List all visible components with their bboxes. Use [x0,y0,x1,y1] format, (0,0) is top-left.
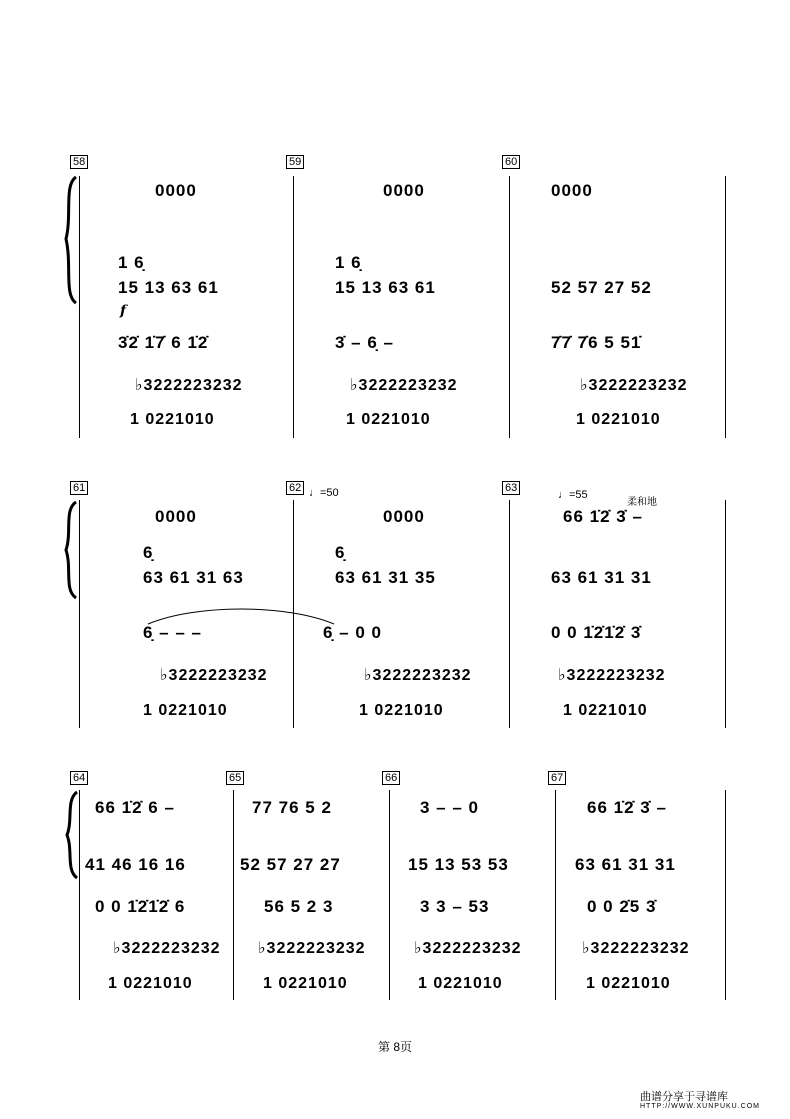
staff-4: ♭3222223232 [414,940,522,957]
staff-3: 0 0 2̇5 3̇ [587,897,657,916]
staff-1: 0000 [155,507,197,526]
staff-2: 41 46 16 16 [85,855,186,874]
staff-2: 52 57 27 52 [551,278,652,297]
staff-3: 6̣ – 0 0 [323,623,382,642]
barline [293,176,294,438]
measure-number: 66 [382,771,400,785]
barline [233,790,234,1000]
brace-icon [62,790,80,880]
staff-5: 1 0221010 [586,975,671,992]
staff-1: 77 76 5 2 [252,798,332,817]
staff-5: 1 0221010 [576,411,661,428]
staff-1: 3 – – 0 [420,798,479,817]
staff-4: ♭3222223232 [160,667,268,684]
measure-number: 65 [226,771,244,785]
staff-2-upper: 1 6̣ [118,253,145,272]
page-number: 第 8页 [377,1040,412,1054]
staff-2: 63 61 31 31 [575,855,676,874]
barline [725,500,726,728]
measure-number: 60 [502,155,520,169]
staff-3: 56 5 2 3 [264,897,334,916]
staff-4: ♭3222223232 [582,940,690,957]
expression-marking: 柔和地 [627,497,657,508]
barline [555,790,556,1000]
staff-1: 66 1̇2̇ 3̇ – [563,507,643,526]
system-start-bar [79,500,80,728]
staff-1: 0000 [383,507,425,526]
staff-5: 1 0221010 [143,702,228,719]
staff-2: 15 13 63 61 [118,278,219,297]
staff-1: 0000 [155,181,197,200]
staff-4: ♭3222223232 [135,377,243,394]
brace-icon [60,175,80,305]
staff-2-upper: 6̣ [335,543,346,562]
system-start-bar [79,790,80,1000]
staff-5: 1 0221010 [263,975,348,992]
measure-number: 59 [286,155,304,169]
staff-3: 0 0 1̇2̇1̇2̇ 3̇ [551,623,642,642]
staff-4: ♭3222223232 [113,940,221,957]
staff-4: ♭3222223232 [364,667,472,684]
staff-2: 52 57 27 27 [240,855,341,874]
measure-number: 61 [70,481,88,495]
staff-2: 63 61 31 63 [143,568,244,587]
staff-4: ♭3222223232 [580,377,688,394]
staff-5: 1 0221010 [130,411,215,428]
staff-5: 1 0221010 [563,702,648,719]
staff-3: 3̇ – 6̣ – [335,333,394,352]
staff-5: 1 0221010 [418,975,503,992]
measure-number: 62 [286,481,304,495]
staff-1: 0000 [383,181,425,200]
barline [509,176,510,438]
staff-2-upper: 6̣ [143,543,154,562]
watermark-text: 曲谱分享于寻谱库 [640,1091,728,1103]
staff-2: 15 13 63 61 [335,278,436,297]
dynamic-mark: f [120,303,127,319]
barline [725,176,726,438]
staff-2: 15 13 53 53 [408,855,509,874]
staff-1: 66 1̇2̇ 6 – [95,798,175,817]
staff-1: 66 1̇2̇ 3̇ – [587,798,667,817]
tempo-marking: ♩=55 [558,489,588,501]
watermark-url: HTTP://WWW.XUNPUKU.COM [640,1103,760,1110]
brace-icon [60,500,80,600]
measure-number: 67 [548,771,566,785]
staff-4: ♭3222223232 [258,940,366,957]
staff-5: 1 0221010 [346,411,431,428]
staff-3: 3 3 – 53 [420,897,490,916]
staff-5: 1 0221010 [359,702,444,719]
staff-3: 6̣ – – – [143,623,202,642]
system-start-bar [79,176,80,438]
staff-3: 0 0 1̇2̇1̇2̇ 6 [95,897,186,916]
barline [389,790,390,1000]
staff-2: 63 61 31 31 [551,568,652,587]
staff-4: ♭3222223232 [558,667,666,684]
barline [725,790,726,1000]
measure-number: 64 [70,771,88,785]
measure-number: 63 [502,481,520,495]
staff-1: 0000 [551,181,593,200]
staff-2-upper: 1 6̣ [335,253,362,272]
staff-3: 7̇7̇ 7̇6 5 51̇ [551,333,642,352]
staff-4: ♭3222223232 [350,377,458,394]
staff-5: 1 0221010 [108,975,193,992]
tempo-marking: ♩=50 [309,487,339,499]
barline [509,500,510,728]
staff-2: 63 61 31 35 [335,568,436,587]
measure-number: 58 [70,155,88,169]
staff-3: 3̇2̇ 1̇7̇ 6 1̇2̇ [118,333,209,352]
